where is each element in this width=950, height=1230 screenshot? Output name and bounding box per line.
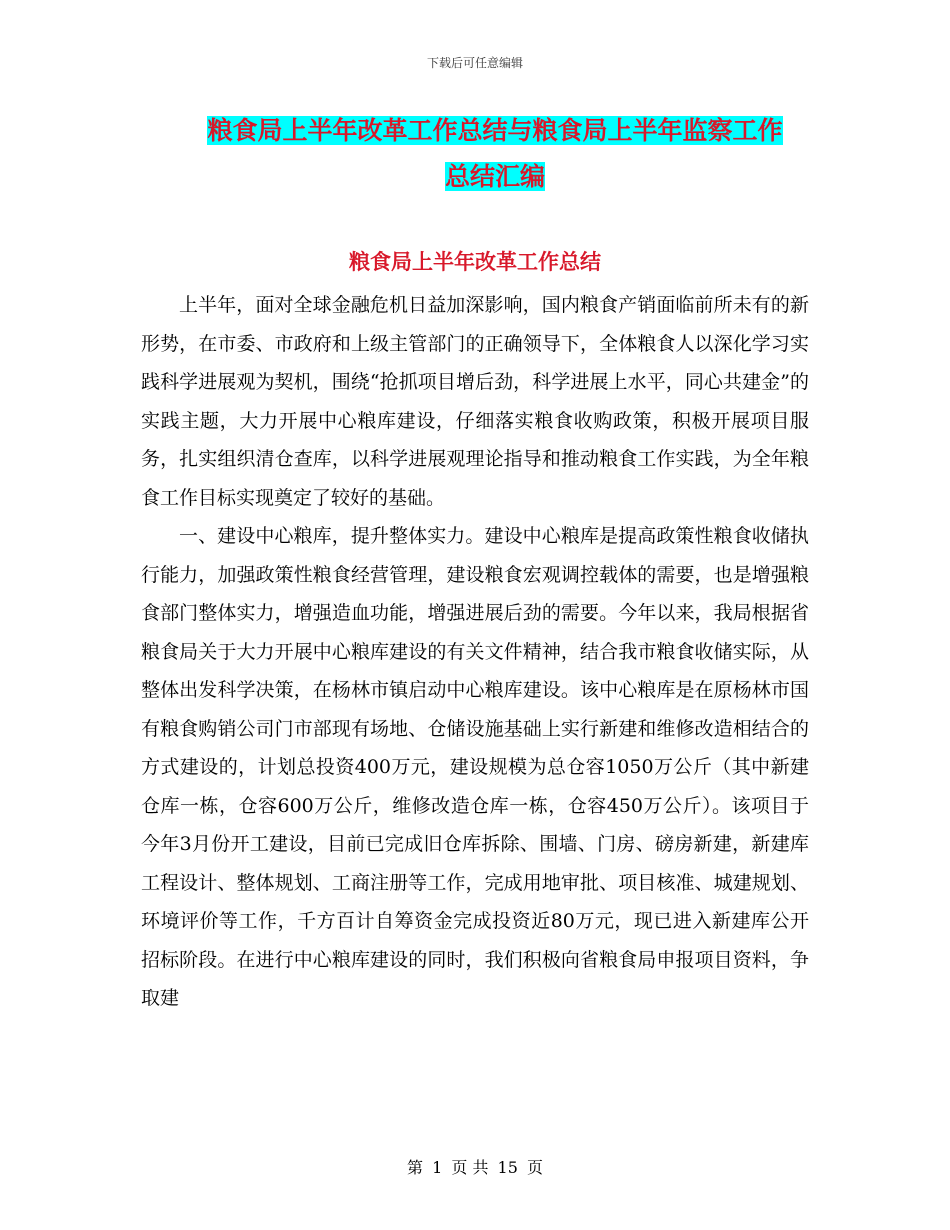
page-footer — [0, 1155, 950, 1178]
page-middle: 页 共 — [451, 1158, 489, 1177]
total-pages: 15 — [497, 1158, 518, 1177]
document-title — [145, 108, 845, 200]
paragraph-intro: 上半年，面对全球金融危机日益加深影响，国内粮食产销面临前所未有的新形势，在市委、市政府和上级主管部门的正确领导下，全体粮食人以深化学习实践科学进展观为契机，围绕“抢抓项目增后劲，科学进展上水平，同心共建金”的实践主题，大力开展中心粮库建设，仔细落实粮食收购政策，积极开展项目服务，扎实组织清仓查库，以科学进展观理论指导和推动粮食工作实践，为全年粮食工作目标实现奠定了较好的基础。 — [141, 294, 809, 509]
page-number: 1 — [432, 1158, 443, 1177]
document-title-line-2: 总结汇编 — [444, 162, 545, 191]
document-title-line-1: 粮食局上半年改革工作总结与粮食局上半年监察工作 — [207, 116, 783, 145]
page-suffix: 页 — [527, 1158, 544, 1177]
document-body — [141, 286, 809, 1018]
section-title: 粮食局上半年改革工作总结 — [349, 250, 601, 274]
page-header-note: 下载后可任意编辑 — [426, 56, 523, 70]
paragraph-section-1: 一、建设中心粮库，提升整体实力。建设中心粮库是提高政策性粮食收储执行能力，加强政策性粮食经营管理，建设粮食宏观调控载体的需要，也是增强粮食部门整体实力，增强造血功能，增强进展后劲的需要。今年以来，我局根据省粮食局关于大力开展中心粮库建设的有关文件精神，结合我市粮食收储实际，从整体出发科学决策，在杨林市镇启动中心粮库建设。该中心粮库是在原杨林市国有粮食购销公司门市部现有场地、仓储设施基础上实行新建和维修改造相结合的方式建设的，计划总投资400万元，建设规模为总仓容1050万公斤（其中新建仓库一栋，仓容600万公斤，维修改造仓库一栋，仓容450万公斤）。该项目于今年3月份开工建设，目前已完成旧仓库拆除、围墙、门房、磅房新建，新建库工程设计、整体规划、工商注册等工作，完成用地审批、项目核准、城建规划、环境评价等工作，千方百计自筹资金完成投资近80万元，现已进入新建库公开招标阶段。在进行中心粮库建设的同时，我们积极向省粮食局申报项目资料，争取建 — [141, 525, 809, 1009]
page-prefix: 第 — [406, 1158, 423, 1177]
